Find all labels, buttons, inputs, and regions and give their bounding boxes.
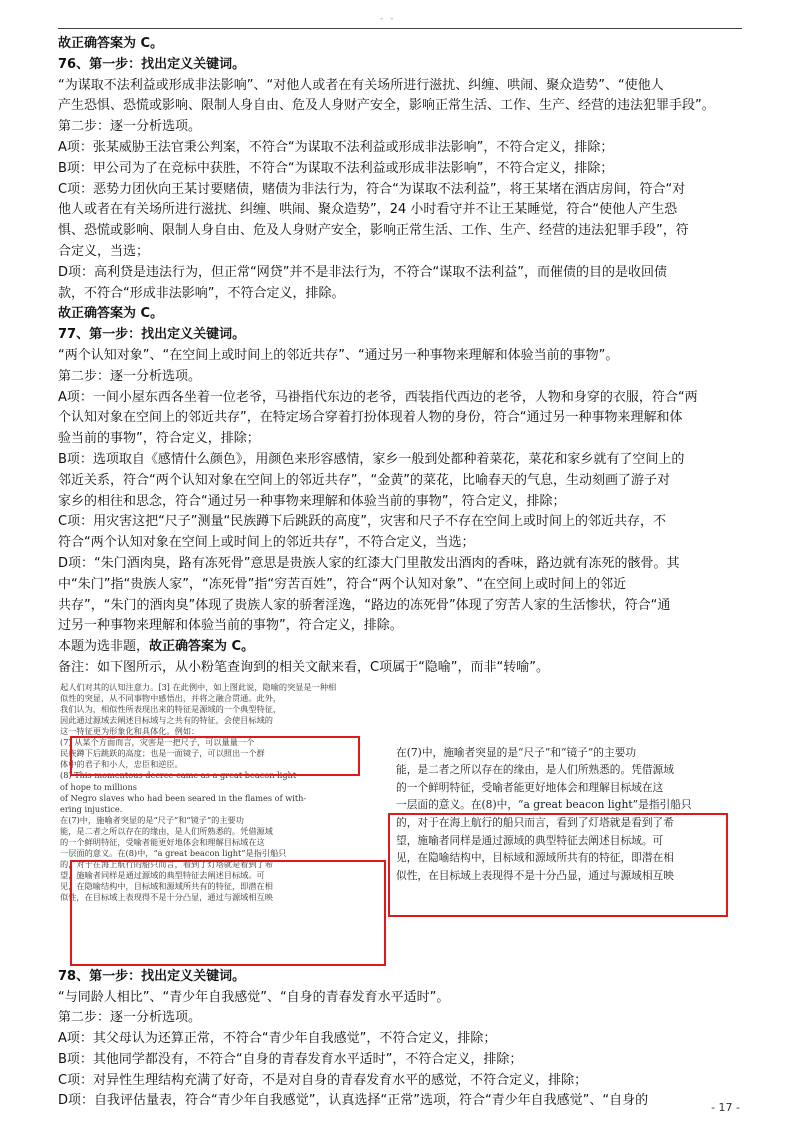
scan-line: 的，对于在海上航行的船只而言，看到了灯塔就是看到了希 bbox=[396, 816, 674, 830]
prev-answer: 故正确答案为 C。 bbox=[58, 36, 164, 51]
scan-line: 一层面的意义。在(8)中，“a great beacon light”是指引船只 bbox=[60, 848, 287, 859]
scan-line: 见，在隐喻结构中，目标域和源域所共有的特征，即潜在相 bbox=[60, 881, 273, 892]
q77-option-d: 共存”，“朱门的酒肉臭”体现了贵族人家的骄奢淫逸，“路边的冻死骨”体现了穷苦人家的生活惨状，符合“通 bbox=[58, 597, 671, 613]
q78-step2: 第二步：逐一分析选项。 bbox=[58, 1010, 202, 1026]
scan-line: 的，对于在海上航行的船只而言，看到了灯塔就是看到了希 bbox=[60, 859, 273, 870]
scan-line: 见，在隐喻结构中，目标域和源域所共有的特征，即潜在相 bbox=[396, 851, 674, 865]
q77-option-b: 家乡的相往和思念，符合“通过另一种事物来理解和体验当前的事物”，符合定义，排除； bbox=[58, 493, 566, 509]
q77-answer-line bbox=[58, 637, 748, 658]
q77-option-c: C项：用灾害这把“尺子”测量“民族蹲下后跳跃的高度”，灾害和尺子不存在空间上或时间上的邻近共存，不 bbox=[58, 514, 667, 530]
q77-step1: 77、第一步：找出定义关键词。 bbox=[58, 327, 246, 343]
highlight-box-analysis-right bbox=[388, 813, 728, 917]
q78-keywords-line: “与同龄人相比”、“青少年自我感觉”、“自身的青春发育水平适时”。 bbox=[58, 989, 450, 1005]
header-mark: - - bbox=[380, 14, 396, 24]
scan-line: 因此通过源域去阐述目标域与之共有的特征，会使目标域的 bbox=[60, 714, 273, 725]
scan-line: 在(7)中，施喻者突显的是“尺子”和“镜子”的主要功 bbox=[396, 745, 637, 759]
q76-keywords-line: “为谋取不法利益或形成非法影响”、“对他人或者在有关场所进行滋扰、纠缠、哄闹、聚众造势”、“使他人 bbox=[58, 77, 664, 93]
scan-line: 在(7)中，施喻者突显的是“尺子”和“镜子”的主要功 bbox=[60, 814, 244, 825]
q76-option-c: 他人或者在有关场所进行滋扰、纠缠、哄闹、聚众造势”，24 小时看守并不让王某睡觉，符合“使他人产生恐 bbox=[58, 202, 678, 218]
q76-answer: 故正确答案为 C。 bbox=[58, 306, 164, 322]
scan-line: 一层面的意义。在(8)中，“a great beacon light”是指引船只 bbox=[396, 798, 692, 812]
highlight-box-example bbox=[70, 736, 360, 776]
q78-option-a: A项：其父母认为还算正常，不符合“青少年自我感觉”，不符合定义，排除； bbox=[58, 1031, 497, 1047]
header-rule bbox=[58, 28, 742, 29]
q77-option-a: 个认知对象在空间上的邻近共存”，在特定场合穿着打扮体现着人物的身份，符合“通过另一种事物来理解和体 bbox=[58, 410, 683, 426]
q77-option-a: A项：一间小屋东西各坐着一位老爷，马褂指代东边的老爷，西装指代西边的老爷，人物和身穿的衣服，符合“两 bbox=[58, 389, 698, 405]
scan-line: 这一特征更为形象化和具体化。例如： bbox=[60, 726, 200, 737]
page-number: - 17 - bbox=[711, 1101, 740, 1114]
scan-line: 能，是二者之所以存在的缘由，是人们所熟悉的。凭借源域 bbox=[396, 763, 674, 777]
q76-option-d: 款，不符合“形成非法影响”，不符合定义，排除。 bbox=[58, 285, 345, 301]
q77-note: 备注：如下图所示，从小粉笔查询到的相关文献来看，C项属于“隐喻”，而非“转喻”。 bbox=[58, 659, 550, 675]
q77-option-d: D项：“朱门酒肉臭，路有冻死骨”意思是贵族人家的红漆大门里散发出酒肉的香味，路边就有冻死的骸骨。其 bbox=[58, 555, 680, 571]
q77-option-b: 邻近关系，符合“两个认知对象在空间上的邻近共存”，“金黄”的菜花，比喻春天的气息，生动刻画了游子对 bbox=[58, 472, 670, 488]
scan-line: 的一个鲜明特征，受喻者能更好地体会和理解目标域在这 bbox=[396, 780, 664, 794]
q77-option-b: B项：选项取自《感情什么颜色》，用颜色来形容感情，家乡一般到处都种着菜花，菜花和家乡就有了空间上的 bbox=[58, 451, 685, 467]
q76-option-a: A项：张某威胁王法官秉公判案，不符合“为谋取不法利益或形成非法影响”，不符合定义，排除； bbox=[58, 139, 614, 155]
q77-option-d: 中“朱门”指“贵族人家”，“冻死骨”指“穷苦百姓”，符合“两个认知对象”、“在空间上或时间上的邻近 bbox=[58, 576, 627, 592]
scan-line: of hope to millions bbox=[60, 781, 137, 792]
q77-keywords-line: “两个认知对象”、“在空间上或时间上的邻近共存”、“通过另一种事物来理解和体验当前的事物”。 bbox=[58, 347, 619, 363]
scan-line: 我们认为，相似性所表现出来的特征是源域的一个典型特征， bbox=[60, 703, 282, 714]
q77-option-d: 过另一种事物来理解和体验当前的事物”，符合定义，排除。 bbox=[58, 618, 403, 634]
q76-step1: 76、第一步：找出定义关键词。 bbox=[58, 56, 246, 72]
scan-line: 民族蹲下后跳跃的高度；也是一面镜子，可以照出一个群 bbox=[60, 748, 265, 759]
q78-option-c: C项：对异性生理结构充满了好奇，不是对自身的青春发育水平的感觉，不符合定义，排除； bbox=[58, 1072, 588, 1088]
q77-option-c: 符合“两个认知对象在空间上或时间上的邻近共存”，不符合定义，当选； bbox=[58, 535, 475, 551]
scan-line: (8) This momentous decree came as a great beacon light bbox=[60, 770, 297, 781]
q78-option-d: D项：自我评估量表，符合“青少年自我感觉”，认真选择“正常”选项，符合“青少年自我感觉”、“自身的 bbox=[58, 1093, 649, 1109]
q77-option-a: 验当前的事物”，符合定义，排除； bbox=[58, 431, 260, 447]
q78-option-b: B项：其他同学都没有，不符合“自身的青春发育水平适时”，不符合定义，排除； bbox=[58, 1051, 523, 1067]
q77-step2: 第二步：逐一分析选项。 bbox=[58, 368, 202, 384]
q76-step2: 第二步：逐一分析选项。 bbox=[58, 119, 202, 135]
reference-figure bbox=[58, 682, 748, 965]
scan-line: (7) 从某个方面而言，灾害是一把尺子，可以量量一个 bbox=[60, 737, 255, 748]
q76-option-c: C项：恶势力团伙向王某讨要赌债，赌债为非法行为，符合“为谋取不法利益”，将王某堵在酒店房间，符合“对 bbox=[58, 181, 686, 197]
scan-line: 望，施喻者同样是通过源域的典型特征去阐述目标域。可 bbox=[396, 833, 664, 847]
document-body bbox=[58, 34, 748, 1112]
scan-line: 似性，在目标域上表现得不是十分凸显，通过与源域相互映 bbox=[396, 868, 674, 882]
q77-answer-pre: 本题为选非题， bbox=[58, 639, 150, 655]
q76-option-c: 惧、恐慌或影响、限制人身自由、危及人身财产安全，影响正常生活、工作、生产、经营的违法犯罪手段”，符 bbox=[58, 223, 689, 239]
scan-line: 能，是二者之所以存在的缘由，是人们所熟悉的。凭借源域 bbox=[60, 825, 273, 836]
q76-option-b: B项：甲公司为了在竞标中获胜，不符合“为谋取不法利益或形成非法影响”，不符合定义，排除； bbox=[58, 160, 614, 176]
scan-line: 体中的君子和小人，忠臣和逆臣。 bbox=[60, 759, 183, 770]
scan-line: 望，施喻者同样是通过源域的典型特征去阐述目标域。可 bbox=[60, 870, 265, 881]
highlight-box-analysis-left bbox=[70, 860, 386, 966]
q76-option-d: D项：高利贷是违法行为，但正常“网贷”并不是非法行为，不符合“谋取不法利益”，而催债的目的是收回债 bbox=[58, 264, 667, 280]
scan-line: 的一个鲜明特征，受喻者能更好地体会和理解目标域在这 bbox=[60, 837, 265, 848]
scan-line: 起人们对其的认知注意力。[3] 在此例中，如上图此说，隐喻的突显是一种相 bbox=[60, 681, 337, 692]
q78-step1: 78、第一步：找出定义关键词。 bbox=[58, 968, 246, 984]
scan-line: 似性，在目标域上表现得不是十分凸显，通过与源域相互映 bbox=[60, 892, 273, 903]
scan-line: of Negro slaves who had been seared in the flames of with- bbox=[60, 792, 307, 803]
scan-line: 似性的突显，从不同事物中感悟出，并将之融合贯通。此外， bbox=[60, 692, 282, 703]
scan-line: ering injustice. bbox=[60, 803, 123, 814]
q77-answer: 故正确答案为 C。 bbox=[149, 639, 255, 655]
q76-keywords-line: 产生恐惧、恐慌或影响、限制人身自由、危及人身财产安全，影响正常生活、工作、生产、经营的违法犯罪手段”。 bbox=[58, 98, 715, 114]
q76-option-c: 合定义，当选； bbox=[58, 243, 150, 259]
